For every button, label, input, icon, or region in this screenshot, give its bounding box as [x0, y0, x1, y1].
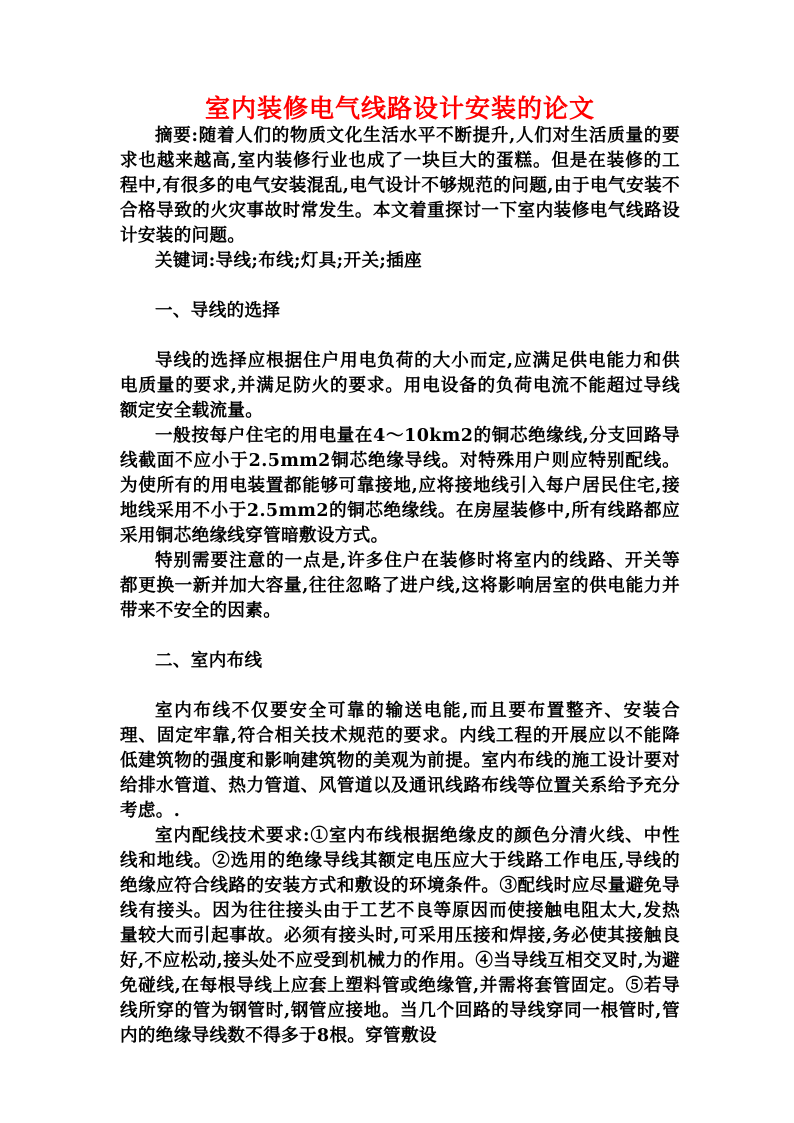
spacer — [120, 274, 680, 299]
keywords-line: 关键词:导线;布线;灯具;开关;插座 — [155, 251, 422, 271]
section2-paragraph: 室内配线技术要求:①室内布线根据绝缘皮的颜色分清火线、中性线和地线。②选用的绝缘导线其额定电压应大于线路工作电压,导线的绝缘应符合线路的安装方式和敷设的环境条件。③配线时应尽量避免导线有接头。因为往往接头由于工艺不良等原因而使接触电阻太大,发热量较大而引起事故。必须有接头时,可采用压接和焊接,务必使其接触良好,不应松动,接头处不应受到机械力的作用。④当导线互相交叉时,为避免碰线,在每根导线上应套上塑料管或绝缘管,并需将套管固定。⑤若导线所穿的管为钢管时,钢管应接地。当几个回路的导线穿同一根管时,管内的绝缘导线数不得多于8根。穿管敷设 — [120, 826, 680, 1046]
section1-paragraph: 一般按每户住宅的用电量在4～10km2的铜芯绝缘线,分支回路导线截面不应小于2.5mm2铜芯绝缘导线。对特殊用户则应特别配线。为使所有的用电装置都能够可靠接地,应将接地线引入每户居民住宅,接地线采用不小于2.5mm2的铜芯绝缘线。在房屋装修中,所有线路都应采用铜芯绝缘线穿管暗敷设方式。 — [120, 426, 680, 546]
document-body — [120, 124, 680, 1049]
section-heading-1: 一、导线的选择 — [155, 301, 281, 321]
section2-paragraph: 室内布线不仅要安全可靠的输送电能,而且要布置整齐、安装合理、固定牢靠,符合相关技术规范的要求。内线工程的开展应以不能降低建筑物的强度和影响建筑物的美观为前提。室内布线的施工设计要对给排水管道、热力管道、风管道以及通讯线路布线等位置关系给予充分考虑。. — [120, 701, 680, 821]
document-title: 室内装修电气线路设计安装的论文 — [204, 94, 595, 123]
abstract-paragraph: 摘要:随着人们的物质文化生活水平不断提升,人们对生活质量的要求也越来越高,室内装修行业也成了一块巨大的蛋糕。但是在装修的工程中,有很多的电气安装混乱,电气设计不够规范的问题,由于电气安装不合格导致的火灾事故时常发生。本文着重探讨一下室内装修电气线路设计安装的问题。 — [120, 126, 680, 246]
spacer — [120, 324, 680, 349]
section-heading-2: 二、室内布线 — [155, 651, 263, 671]
spacer — [120, 624, 680, 649]
section1-paragraph: 导线的选择应根据住户用电负荷的大小而定,应满足供电能力和供电质量的要求,并满足防火的要求。用电设备的负荷电流不能超过导线额定安全载流量。 — [120, 351, 680, 421]
section1-paragraph: 特别需要注意的一点是,许多住户在装修时将室内的线路、开关等都更换一新并加大容量,往往忽略了进户线,这将影响居室的供电能力并带来不安全的因素。 — [120, 551, 680, 621]
spacer — [120, 674, 680, 699]
